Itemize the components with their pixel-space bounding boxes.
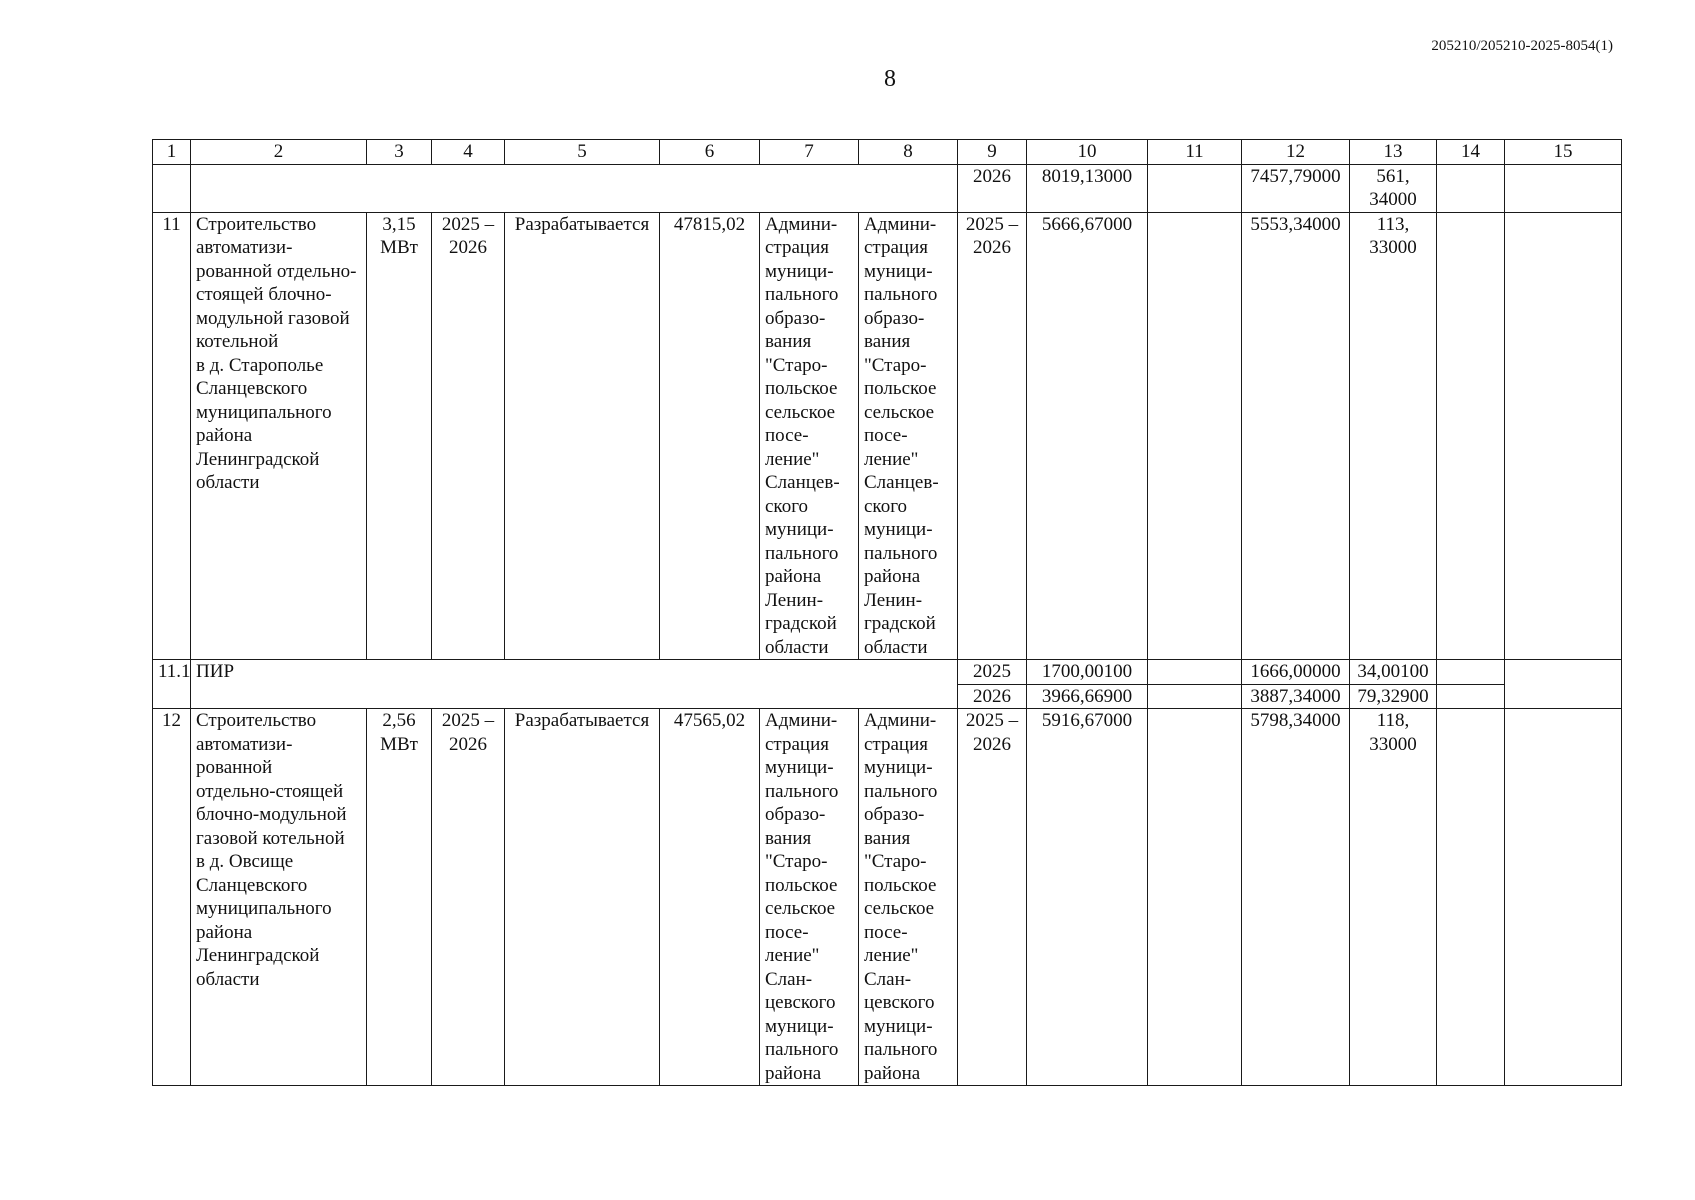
cell-col15 [1505,212,1622,660]
estimated-cost: 47815,02 [660,212,760,660]
page-number: 8 [884,66,896,92]
row-number: 11 [153,212,191,660]
col-header-2: 2 [191,140,367,165]
cell-col13: 79,32900 [1350,684,1437,709]
cell-col13: 34,00100 [1350,660,1437,685]
col-header-5: 5 [505,140,660,165]
cell-empty [153,164,191,212]
capacity: 3,15 МВт [367,212,432,660]
investment-table [152,139,1622,1086]
design-status: Разрабатывается [505,212,660,660]
table-row-continuation [153,164,1622,212]
customer: Админи- страция муници- пального образо- вания "Старо- польское сельское посе- ление" Слан- цевского муници- пального района [760,709,859,1086]
col-header-1: 1 [153,140,191,165]
col-header-15: 15 [1505,140,1622,165]
financing-period: 2025 – 2026 [958,212,1027,660]
cell-col13: 113, 33000 [1350,212,1437,660]
construction-period: 2025 – 2026 [432,709,505,1086]
cell-col10: 5916,67000 [1027,709,1148,1086]
cell-col11 [1148,684,1242,709]
cell-col10: 8019,13000 [1027,164,1148,212]
cell-col13: 561, 34000 [1350,164,1437,212]
cell-col12: 3887,34000 [1242,684,1350,709]
document-id: 205210/205210-2025-8054(1) [1431,38,1613,54]
cell-col11 [1148,212,1242,660]
cell-col10: 1700,00100 [1027,660,1148,685]
customer: Админи- страция муници- пального образо- вания "Старо- польское сельское посе- ление" Сланцев- ского муници- пального района Ленин- градской области [760,212,859,660]
construction-period: 2025 – 2026 [432,212,505,660]
financing-period: 2025 – 2026 [958,709,1027,1086]
row-number: 11.1 [153,660,191,709]
cell-col12: 5553,34000 [1242,212,1350,660]
table-row-11-1-2025 [153,660,1622,685]
cell-col14 [1437,709,1505,1086]
cell-col14 [1437,164,1505,212]
cell-col12: 7457,79000 [1242,164,1350,212]
cell-col15 [1505,164,1622,212]
design-status: Разрабатывается [505,709,660,1086]
object-name: Строительство автоматизи- рованной отдельно- стоящей блочно- модульной газовой котельной в д. Старополье Сланцевского муниципального района Ленинградской области [191,212,367,660]
cell-col12: 5798,34000 [1242,709,1350,1086]
col-header-11: 11 [1148,140,1242,165]
column-number-row [153,140,1622,165]
estimated-cost: 47565,02 [660,709,760,1086]
table-row-12 [153,709,1622,1086]
table-row-11 [153,212,1622,660]
cell-col11 [1148,660,1242,685]
capacity: 2,56 МВт [367,709,432,1086]
col-header-13: 13 [1350,140,1437,165]
cell-empty-span [191,164,958,212]
col-header-7: 7 [760,140,859,165]
cell-col11 [1148,164,1242,212]
cell-col13: 118, 33000 [1350,709,1437,1086]
cell-col10: 5666,67000 [1027,212,1148,660]
cell-year: 2026 [958,684,1027,709]
col-header-14: 14 [1437,140,1505,165]
cell-col10: 3966,66900 [1027,684,1148,709]
col-header-9: 9 [958,140,1027,165]
cell-col15 [1505,660,1622,709]
cell-col14 [1437,684,1505,709]
col-header-4: 4 [432,140,505,165]
cell-year: 2026 [958,164,1027,212]
cell-col15 [1505,709,1622,1086]
col-header-10: 10 [1027,140,1148,165]
col-header-3: 3 [367,140,432,165]
cell-col12: 1666,00000 [1242,660,1350,685]
col-header-12: 12 [1242,140,1350,165]
developer: Админи- страция муници- пального образо- вания "Старо- польское сельское посе- ление" Слан- цевского муници- пального района [859,709,958,1086]
object-name: Строительство автоматизи- рованной отдельно-стоящей блочно-модульной газовой котельной в д. Овсище Сланцевского муниципального района Ленинградской области [191,709,367,1086]
row-number: 12 [153,709,191,1086]
cell-col11 [1148,709,1242,1086]
col-header-6: 6 [660,140,760,165]
cell-year: 2025 [958,660,1027,685]
developer: Админи- страция муници- пального образо- вания "Старо- польское сельское посе- ление" Сланцев- ского муници- пального района Ленин- градской области [859,212,958,660]
cell-col14 [1437,660,1505,685]
cell-col14 [1437,212,1505,660]
col-header-8: 8 [859,140,958,165]
work-label: ПИР [191,660,958,709]
